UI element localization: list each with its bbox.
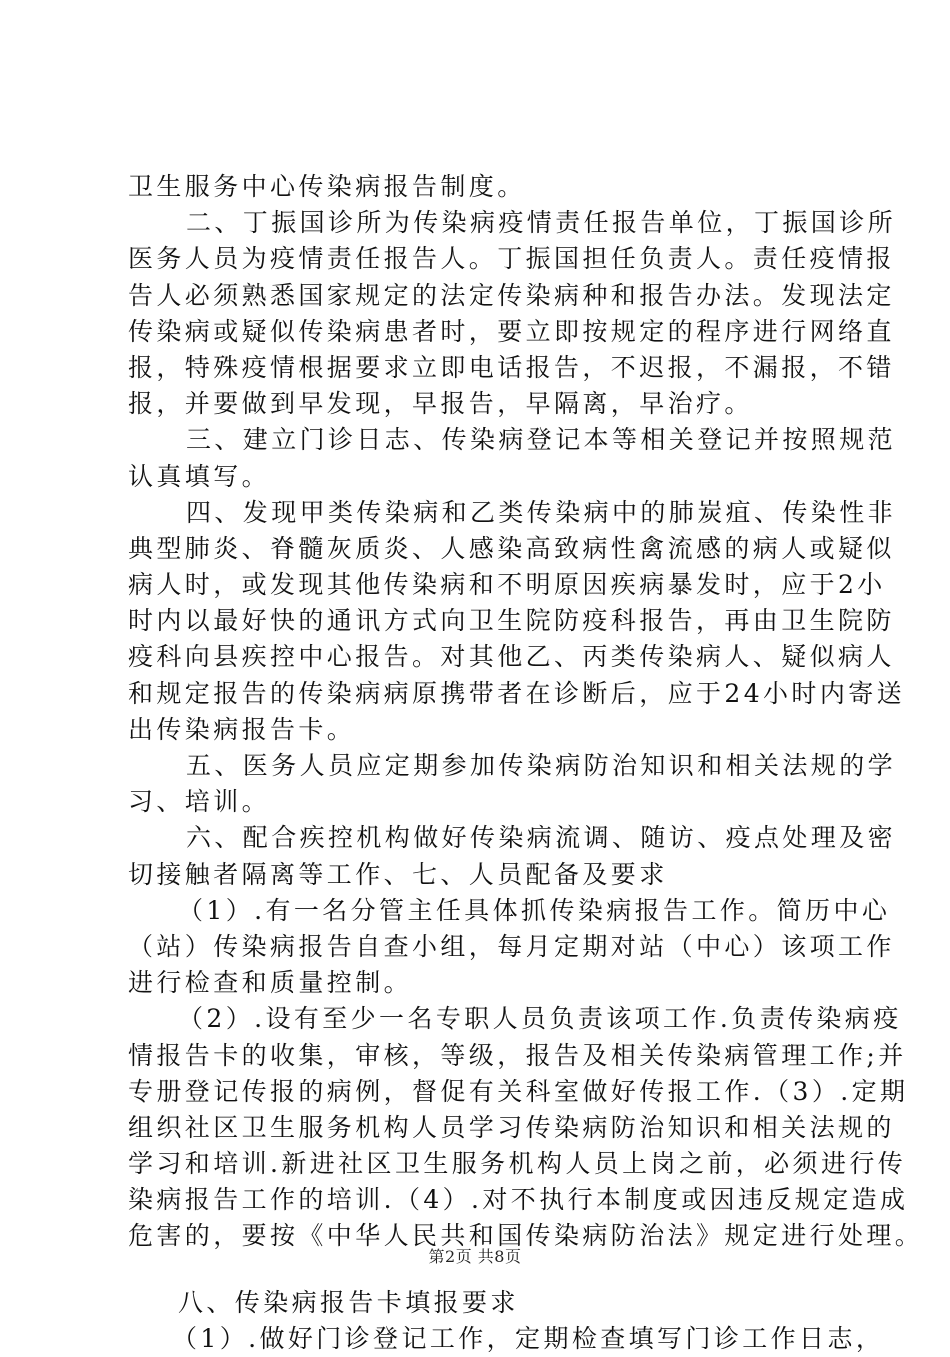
text-line: 报，并要做到早发现，早报告，早隔离，早治疗。 bbox=[128, 389, 753, 419]
text-line: 三、建立门诊日志、传染病登记本等相关登记并按照规范 bbox=[186, 425, 897, 455]
document-body bbox=[128, 169, 924, 1357]
text-line: 情报告卡的收集，审核，等级，报告及相关传染病管理工作;并 bbox=[128, 1040, 907, 1070]
text-line: 医务人员为疫情责任报告人。丁振国担任负责人。责任疫情报 bbox=[128, 244, 895, 274]
text-line: 典型肺炎、脊髓灰质炎、人感染高致病性禽流感的病人或疑似 bbox=[128, 533, 895, 563]
text-line: 五、医务人员应定期参加传染病防治知识和相关法规的学 bbox=[186, 751, 897, 780]
text-line: 八、传染病报告卡填报要求 bbox=[178, 1287, 519, 1317]
text-line: 六、配合疾控机构做好传染病流调、随访、疫点处理及密 bbox=[186, 823, 897, 853]
text-line: 卫生服务中心传染病报告制度。 bbox=[128, 172, 526, 201]
text-line: （2）.设有至少一名专职人员负责该项工作.负责传染病疫 bbox=[178, 1004, 902, 1034]
text-line: 认真填写。 bbox=[128, 461, 271, 491]
text-line: 二、丁振国诊所为传染病疫情责任报告单位，丁振国诊所 bbox=[186, 208, 897, 238]
text-line: 专册登记传报的病例，督促有关科室做好传报工作.（3）.定期 bbox=[128, 1076, 909, 1106]
text-line: 组织社区卫生服务机构人员学习传染病防治知识和相关法规的 bbox=[128, 1112, 895, 1142]
text-line: 进行检查和质量控制。 bbox=[128, 968, 413, 998]
text-line: （站）传染病报告自查小组，每月定期对站（中心）该项工作 bbox=[128, 931, 895, 961]
text-line: 学习和培训.新进社区卫生服务机构人员上岗之前，必须进行传 bbox=[128, 1149, 907, 1179]
page-number-footer: 第2页 共8页 bbox=[428, 1247, 522, 1266]
text-line: 告人必须熟悉国家规定的法定传染病种和报告办法。发现法定 bbox=[128, 280, 895, 310]
text-line: 时内以最好快的通讯方式向卫生院防疫科报告，再由卫生院防 bbox=[128, 606, 895, 636]
text-line: 切接触者隔离等工作、七、人员配备及要求 bbox=[128, 859, 668, 889]
text-line: 四、发现甲类传染病和乙类传染病中的肺炭疽、传染性非 bbox=[186, 497, 897, 527]
text-line: 习、培训。 bbox=[128, 787, 271, 817]
text-line: 病人时，或发现其他传染病和不明原因疾病暴发时，应于2小 bbox=[128, 570, 886, 600]
text-line: 传染病或疑似传染病患者时，要立即按规定的程序进行网络直 bbox=[128, 316, 895, 346]
text-line: 疫科向县疾控中心报告。对其他乙、丙类传染病人、疑似病人 bbox=[128, 642, 895, 672]
text-line: 染病报告工作的培训.（4）.对不执行本制度或因违反规定造成 bbox=[128, 1185, 909, 1215]
text-line: 危害的，要按《中华人民共和国传染病防治法》规定进行处理。 bbox=[128, 1221, 924, 1251]
text-line: （1）.有一名分管主任具体抓传染病报告工作。简历中心 bbox=[178, 895, 891, 925]
text-line: 出传染病报告卡。 bbox=[128, 714, 356, 744]
text-line: 和规定报告的传染病病原携带者在诊断后，应于24小时内寄送 bbox=[128, 678, 906, 708]
text-line: （1）.做好门诊登记工作，定期检查填写门诊工作日志， bbox=[172, 1323, 885, 1353]
text-line: 报，特殊疫情根据要求立即电话报告，不迟报，不漏报，不错 bbox=[128, 352, 895, 382]
